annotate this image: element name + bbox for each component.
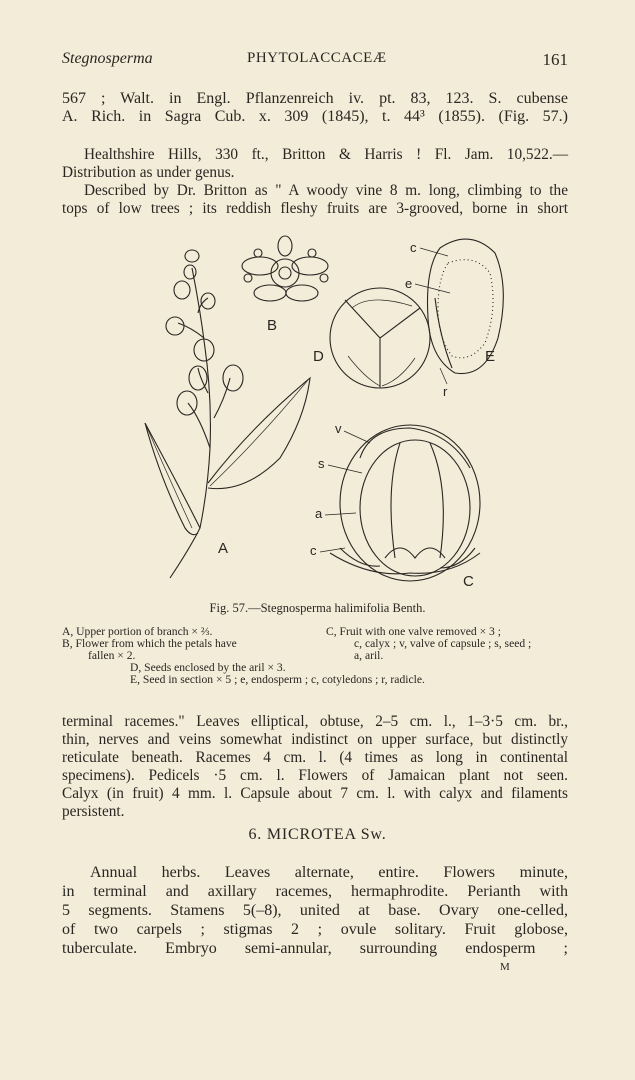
figure-legend-row: A, Upper portion of branch × ⅔. C, Fruit with one valve removed × 3 ; xyxy=(62,625,501,638)
text-line: Healthshire Hills, 330 ft., Britton & Harris ! Fl. Jam. 10,522.— xyxy=(84,146,568,163)
text-line: 5 segments. Stamens 5(–8), united at base. Ovary one-celled, xyxy=(62,902,568,919)
figure-label-b: B xyxy=(267,317,278,334)
text-line: tops of low trees ; its reddish fleshy fruits are 3-grooved, borne in short xyxy=(62,200,568,217)
figure-label-d: D xyxy=(313,348,324,365)
botanical-illustration xyxy=(130,228,510,590)
figure-legend-row: B, Flower from which the petals have c, calyx ; v, valve of capsule ; s, seed ; xyxy=(62,637,532,650)
figure-label-r-radicle: r xyxy=(443,384,448,399)
text-line: thin, nerves and veins somewhat indistinct on upper surface, but distinctly xyxy=(62,731,568,748)
header-genus: Stegnosperma xyxy=(62,50,153,67)
figure-label-c-calyx: c xyxy=(310,543,317,558)
figure-legend-row: E, Seed in section × 5 ; e, endosperm ; c, cotyledons ; r, radicle. xyxy=(130,673,425,686)
figure-caption: Fig. 57.—Stegnosperma halimifolia Benth. xyxy=(209,601,426,615)
text-line: persistent. xyxy=(62,803,125,820)
text-line: reticulate beneath. Racemes 4 cm. l. (4 times as long in continental xyxy=(62,749,568,766)
text-line: Distribution as under genus. xyxy=(62,164,235,181)
text-line: Annual herbs. Leaves alternate, entire. Flowers minute, xyxy=(90,864,568,881)
text-line: specimens). Pedicels ·5 cm. l. Flowers of Jamaican plant not seen. xyxy=(62,767,568,784)
text-line: 567 ; Walt. in Engl. Pflanzenreich iv. pt. 83, 123. S. cubense xyxy=(62,90,568,107)
text-line: of two carpels ; stigmas 2 ; ovule solitary. Fruit globose, xyxy=(62,921,568,938)
running-header xyxy=(62,50,568,72)
text-line: A. Rich. in Sagra Cub. x. 309 (1845), t. 44³ (1855). (Fig. 57.) xyxy=(62,108,568,125)
text-line: in terminal and axillary racemes, hermaphrodite. Perianth with xyxy=(62,883,568,900)
text-line: tuberculate. Embryo semi-annular, surrounding endosperm ; xyxy=(62,940,568,957)
figure-label-a: A xyxy=(218,540,229,557)
section-title: 6. MICROTEA Sw. xyxy=(248,826,387,843)
text-line: Described by Dr. Britton as " A woody vine 8 m. long, climbing to the xyxy=(84,182,568,199)
figure-label-c: C xyxy=(463,573,474,590)
figure-label-s-seed: s xyxy=(318,456,325,471)
figure-legend-row: fallen × 2. a, aril. xyxy=(88,649,384,662)
figure-legend-row: D, Seeds enclosed by the aril × 3. xyxy=(130,661,286,674)
figure-label-e: E xyxy=(485,348,496,365)
figure-label-v-valve: v xyxy=(335,421,342,436)
page-number: 161 xyxy=(542,50,568,69)
header-family: PHYTOLACCACEÆ xyxy=(247,50,387,66)
figure-label-c-cotyledons: c xyxy=(410,240,417,255)
text-line: terminal racemes." Leaves elliptical, obtuse, 2–5 cm. l., 1–3·5 cm. br., xyxy=(62,713,568,730)
figure-label-a-aril: a xyxy=(315,506,323,521)
text-line: Calyx (in fruit) 4 mm. l. Capsule about 7 cm. l. with calyx and filaments xyxy=(62,785,568,802)
figure-label-e-endosperm: e xyxy=(405,276,413,291)
signature-mark: M xyxy=(500,961,510,973)
